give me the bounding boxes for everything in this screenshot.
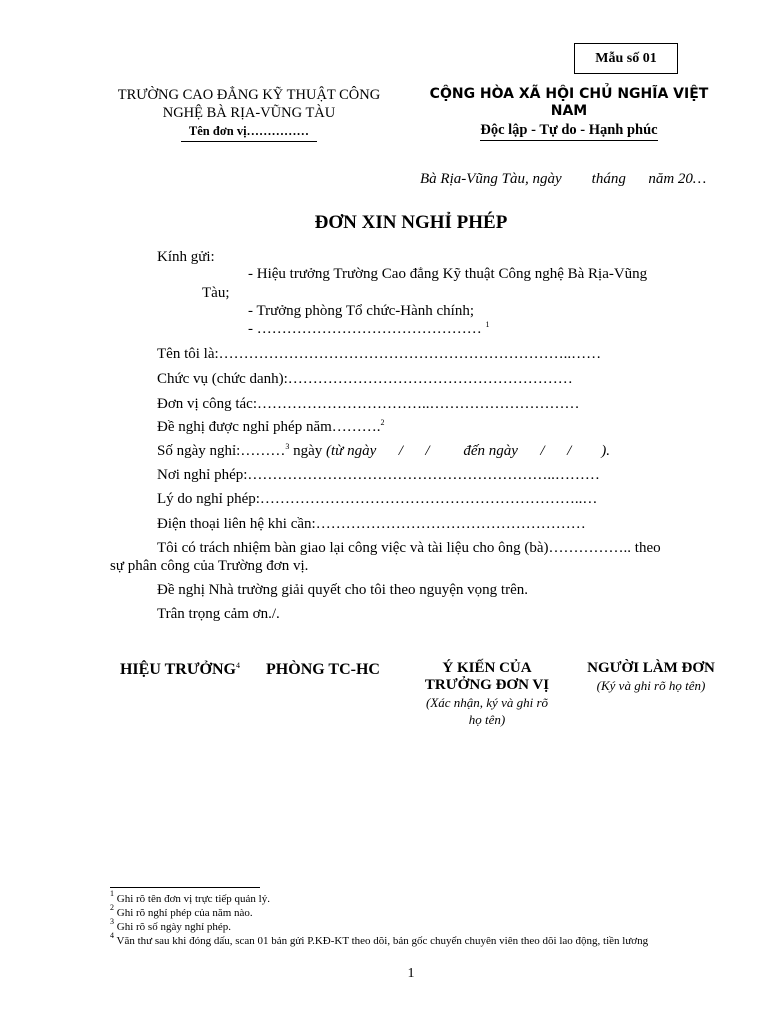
footnote-4-mark: 4: [110, 931, 114, 940]
hr-signature-block: [256, 661, 390, 679]
work-unit-line: Đơn vị công tác:……………………………..…………………………: [157, 396, 580, 412]
footnote-1: [110, 889, 730, 906]
name-line: Tên tôi là:……………………………………………………………..……: [157, 346, 602, 362]
leave-year-line: [157, 419, 385, 436]
school-name-line2: NGHỆ BÀ RỊA-VŨNG TÀU: [162, 105, 336, 121]
footnote-3-text: Ghi rõ số ngày nghỉ phép.: [114, 921, 232, 933]
request-line: Đề nghị Nhà trường giải quyết cho tôi theo nguyện vọng trên.: [157, 582, 528, 598]
leave-reason-line: Lý do nghỉ phép:………………………………………………………..…: [157, 491, 598, 507]
footnote-4-text: Văn thư sau khi đóng dấu, scan 01 bản gửi P.KĐ-KT theo dõi, bản gốc chuyển chuyên viên theo dõi lao động, tiền lương: [114, 935, 649, 947]
applicant-note: (Ký và ghi rõ họ tên): [596, 678, 706, 693]
page-number: 1: [407, 966, 415, 981]
footnote-3-mark: 3: [110, 917, 114, 926]
document-title: ĐƠN XIN NGHỈ PHÉP: [314, 212, 508, 233]
leave-days-line: [157, 443, 610, 460]
footnote-4: [110, 931, 730, 948]
footnote-2: [110, 903, 730, 920]
applicant-signature-block: [578, 660, 724, 694]
school-name-line1: TRƯỜNG CAO ĐẲNG KỸ THUẬT CÔNG: [117, 87, 381, 103]
unit-head-title-line1: Ý KIẾN CỦA: [442, 660, 532, 676]
phone-line: Điện thoại liên hệ khi cần:………………………………………………: [157, 516, 586, 532]
nation-header: [410, 86, 728, 141]
footnote-ref-1: 1: [485, 320, 490, 329]
footnote-ref-2: 2: [380, 418, 385, 427]
school-header: [100, 86, 398, 142]
recipient-principal-line1: - Hiệu trưởng Trường Cao đẳng Kỹ thuật Công nghệ Bà Rịa-Vũng: [248, 266, 648, 282]
footnote-2-text: Ghi rõ nghỉ phép của năm nào.: [114, 907, 253, 919]
national-motto: Độc lập - Tự do - Hạnh phúc: [480, 122, 657, 141]
nation-name-line1: CỘNG HÒA XÃ HỘI CHỦ NGHĨA VIỆT: [429, 86, 709, 102]
footnote-1-text: Ghi rõ tên đơn vị trực tiếp quản lý.: [114, 893, 270, 905]
unit-head-title-line2: TRƯỞNG ĐƠN VỊ: [424, 677, 550, 693]
unit-head-note-line2: họ tên): [468, 712, 506, 727]
footnote-ref-3: 3: [285, 442, 290, 451]
leave-place-line: Nơi nghỉ phép:……………………………………………………..………: [157, 467, 600, 483]
unit-name: Tên đơn vị……………: [181, 122, 317, 142]
leave-year-text: Đề nghị được nghỉ phép năm……….: [157, 419, 381, 435]
footnote-3: [110, 917, 730, 934]
leave-days-unit: ngày: [289, 443, 327, 459]
unit-head-signature-block: [400, 660, 574, 728]
recipient-unit-text: - ………………………………………: [248, 321, 482, 337]
recipient-unit: [248, 321, 490, 338]
footnote-1-mark: 1: [110, 889, 114, 898]
handover-line2: sự phân công của Trường đơn vị.: [110, 558, 309, 574]
unit-head-note-line1: (Xác nhận, ký và ghi rõ: [425, 695, 549, 710]
leave-date-range: (từ ngày / / đến ngày / / ).: [326, 443, 610, 459]
date-line: Bà Rịa-Vũng Tàu, ngày tháng năm 20…: [420, 171, 707, 187]
position-line: Chức vụ (chức danh):…………………………………………………: [157, 371, 573, 387]
principal-title: HIỆU TRƯỞNG: [119, 661, 236, 678]
form-number: Mẫu số 01: [595, 50, 657, 66]
footnote-ref-4: 4: [236, 661, 240, 670]
hr-title: PHÒNG TC-HC: [266, 661, 380, 678]
recipient-hr: - Trưởng phòng Tổ chức-Hành chính;: [248, 303, 474, 319]
greeting: Kính gửi:: [157, 249, 215, 265]
nation-name-line2: NAM: [550, 103, 588, 119]
handover-line1: Tôi có trách nhiệm bàn giao lại công việc và tài liệu cho ông (bà)…………….. theo: [157, 540, 661, 556]
form-number-box: [574, 43, 678, 74]
footnote-separator: [110, 887, 260, 888]
principal-signature-block: [110, 661, 250, 679]
applicant-title: NGƯỜI LÀM ĐƠN: [587, 660, 715, 676]
leave-days-text: Số ngày nghỉ:………: [157, 443, 286, 459]
recipient-principal-line2: Tàu;: [202, 285, 230, 301]
footnote-2-mark: 2: [110, 903, 114, 912]
thanks-line: Trân trọng cảm ơn./.: [157, 606, 280, 622]
